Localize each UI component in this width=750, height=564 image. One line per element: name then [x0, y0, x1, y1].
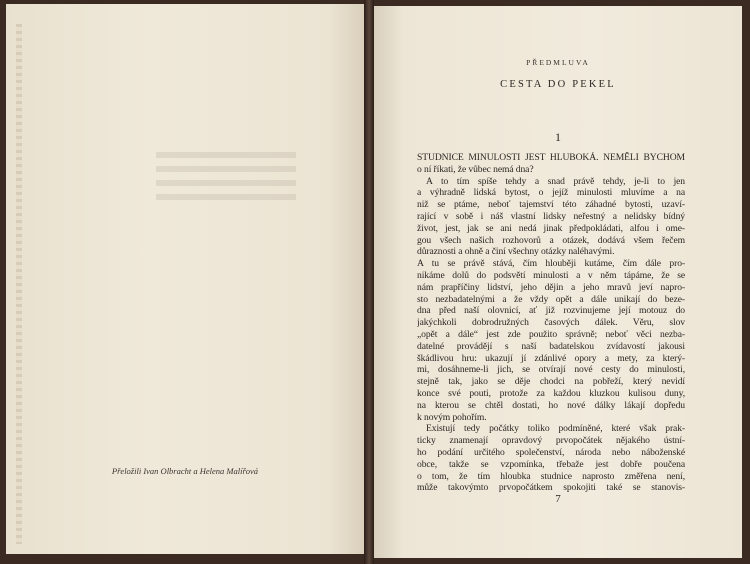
body-text — [417, 152, 685, 494]
text-line: nám prapříčiny lidství, jeho dějin a jeho mravů jeví napro- — [417, 281, 685, 293]
right-page — [374, 6, 742, 558]
text-line: sto nezbadatelnými a že vždy opět a dále unikají do beze- — [417, 293, 685, 305]
book-gutter — [364, 0, 374, 564]
show-through-text — [126, 144, 326, 224]
translator-credit: Přeložili Ivan Olbracht a Helena Malířová — [111, 466, 259, 476]
text-line: důraznosti a ohně a činí všechny otázky naléhavými. — [417, 246, 615, 258]
text-line: A to tím spíše tehdy a snad právě tehdy, je-li to jen — [426, 175, 685, 187]
text-line: může takovýmto prvopočátkem spokojiti také se stanovis- — [417, 482, 685, 494]
section-kicker: PŘEDMLUVA — [526, 58, 590, 67]
page-number: 7 — [555, 493, 561, 505]
left-page — [6, 4, 365, 554]
text-line: obce, takže se vzpomínka, třebaže jest dobře poučena — [417, 458, 685, 470]
text-line: datelné provádějí s naší badatelskou zvídavostí jakousi — [417, 340, 685, 352]
text-line: Existují tedy počátky toliko podmíněné, které však prak- — [426, 423, 685, 435]
text-line: život, jest, jak se ani nedá jinak předpokládati, alfou i ome- — [417, 222, 685, 234]
text-line: ho podání určitého společenství, národa nebo náboženské — [417, 446, 685, 458]
text-line: dna před naší olovnicí, ať již rozvinujeme její motouz do — [417, 305, 685, 317]
text-line: rající v sobě i náš vlastní lidsky neřestný a nelidsky bídný — [417, 210, 685, 222]
section-number: 1 — [555, 130, 561, 144]
text-line: A tu se právě stává, čím hlouběji kutáme, čím dále pro- — [417, 258, 685, 270]
text-line: „opět a dále“ jest zde použito správně; neboť věci nezba- — [417, 328, 685, 340]
text-line: niž se ptáme, neboť tajemství této záhadné bytosti, uzaví- — [417, 199, 685, 211]
text-line: gou všech našich rozhovorů a otázek, dodává všem řečem — [417, 234, 685, 246]
text-line: o tom, že tím hloubka studnice naprosto změřena není, — [417, 470, 685, 482]
text-line: o ní říkati, že vůbec nemá dna? — [417, 163, 534, 175]
text-line: k novým pohořím. — [417, 411, 487, 423]
text-line: stejně tak, jako se děje chodci na pobřeží, který nevidí — [417, 376, 685, 388]
text-line: jakýchkoli dobrodružných časových dálek. Věru, slov — [417, 317, 685, 329]
text-line: nikáme dolů do podsvětí minulosti a v něm tápáme, že se — [417, 269, 685, 281]
text-line: konce své pouti, protože za každou kluzkou kulisou duny, — [417, 387, 685, 399]
text-line: STUDNICE MINULOSTI JEST HLUBOKÁ. NEMĚLI BYCHOM — [417, 152, 685, 163]
text-line: na kterou se chtěl dostati, ho nové dálky lákají dopředu — [417, 399, 685, 411]
text-line: škádlivou hru: ukazují jí zdánlivé opory a mety, za který- — [417, 352, 685, 364]
text-line: mi, dosáhneme-li jich, se otvírají nové cesty do minulosti, — [417, 364, 685, 376]
text-line: a výhradně lidská bytost, o jejíž minulosti mluvíme a na — [417, 187, 685, 199]
chapter-title: CESTA DO PEKEL — [500, 79, 616, 90]
text-line: ticky znamenají opravdový prvopočátek nějakého ústní- — [417, 435, 685, 447]
